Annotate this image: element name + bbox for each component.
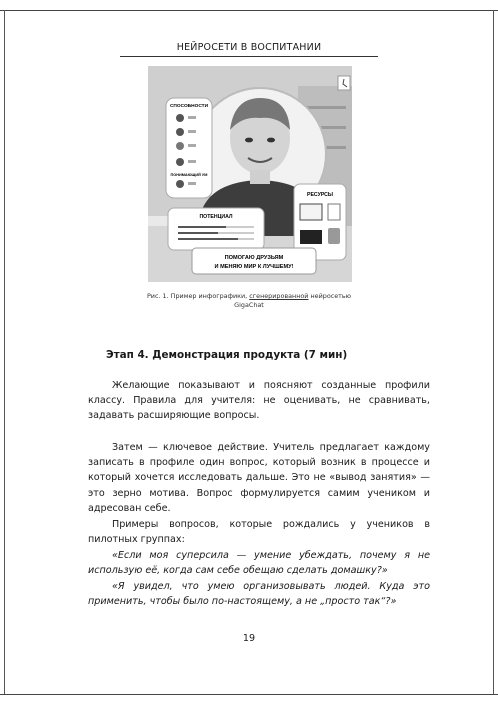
abilities-title: СПОСОБНОСТИ (169, 104, 209, 109)
figure-caption (120, 292, 378, 309)
quote-1: «Если моя суперсила — умение убеждать, почему я не использую её, когда сам себе обещаю сделать домашку?» (88, 550, 430, 577)
caption-suffix: нейросетью (308, 292, 352, 300)
understanding-label: ПОНИМАЮЩИЙ УМ (170, 173, 208, 177)
infographic-illustration (148, 66, 352, 282)
page-frame-bottom (0, 694, 498, 706)
caption-underlined: сгенерированной (249, 292, 309, 300)
paragraph-3: Примеры вопросов, которые рождались у учеников в пилотных группах: (88, 519, 430, 546)
paragraph-2: Затем — ключевое действие. Учитель предлагает каждому записать в профиле один вопрос, который возник в процессе и который хочется исследовать дальше. Это не «вывод занятия» — это зерно мотива. Вопрос формулируется самим учеником и адресован себе. (88, 442, 430, 514)
banner-line2: И МЕНЯЮ МИР К ЛУЧШЕМУ! (214, 264, 294, 270)
page-frame-top (0, 0, 498, 11)
potential-label: ПОТЕНЦИАЛ (199, 214, 233, 220)
banner-line1: ПОМОГАЮ ДРУЗЬЯМ (224, 255, 284, 261)
quote-2: «Я увидел, что умею организовывать людей. Куда это применить, чтобы было по-настоящему, а не „просто так“?» (88, 581, 430, 608)
page-frame-right (493, 10, 494, 694)
caption-prefix: Рис. 1. Пример инфографики, (146, 292, 250, 300)
running-head: НЕЙРОСЕТИ В ВОСПИТАНИИ (120, 42, 378, 57)
infographic-svg (148, 66, 352, 282)
caption-line2: GigaChat (234, 300, 264, 309)
paragraph-1: Желающие показывают и поясняют созданные профили классу. Правила для учителя: не оценивать, не сравнивать, задавать расширяющие вопросы. (88, 380, 430, 422)
page-frame-left (4, 10, 5, 694)
resources-label: РЕСУРСЫ (307, 192, 333, 198)
page-number: 19 (242, 633, 256, 644)
section-heading: Этап 4. Демонстрация продукта (7 мин) (106, 349, 348, 361)
